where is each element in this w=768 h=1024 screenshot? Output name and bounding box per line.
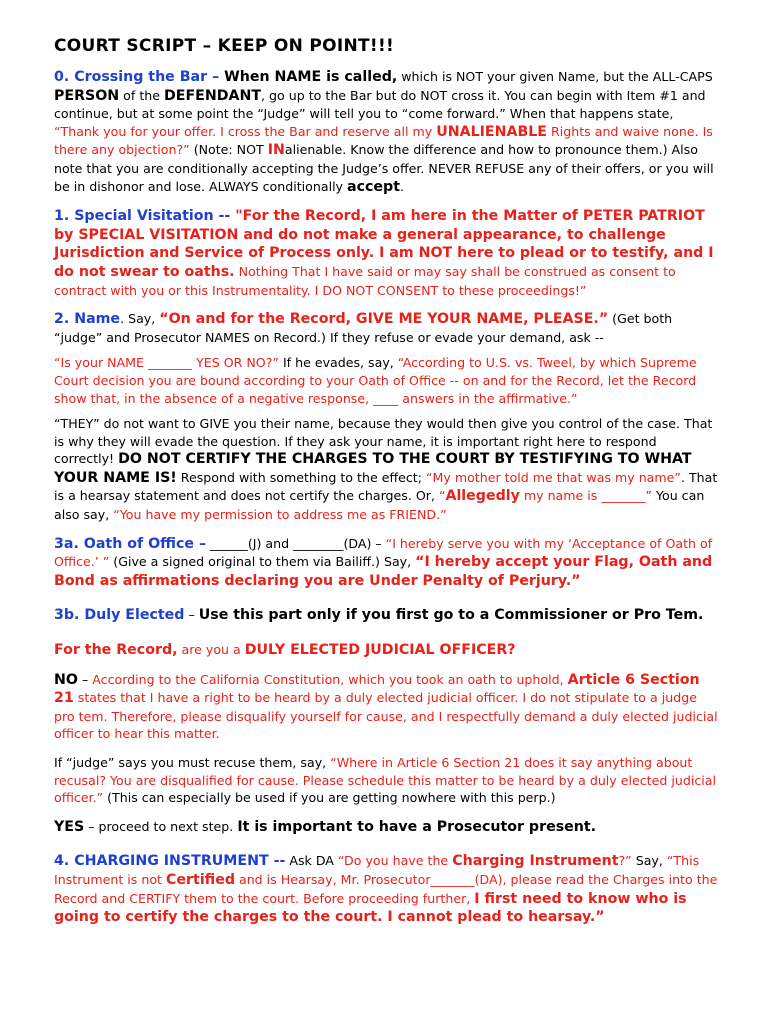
section-heading: 2. Name xyxy=(54,311,121,328)
section-3b-recusal: If “judge” says you must recuse them, say, “Where in Article 6 Section 21 does it say anything about recusal? You are disqualified for cause. Please schedule this matter to be heard by a duly elected judicial officer.” (This can especially be used if you are getting nowhere with this perp.) xyxy=(54,755,716,806)
page-title: COURT SCRIPT – KEEP ON POINT!!! xyxy=(54,36,395,56)
section-4-charging-instrument: 4. CHARGING INSTRUMENT -- Ask DA “Do you have the Charging Instrument?” Say, “This Instrument is not Certified and is Hearsay, Mr. Prosecutor_______(DA), please read the Charges into the Record and CERTIFY them to the court. Before proceeding further, I first need to know who is going to certify the charges to the court. I cannot plead to hearsay.” xyxy=(54,853,718,926)
section-3b-yes-answer: YES – proceed to next step. It is important to have a Prosecutor present. xyxy=(54,818,597,835)
section-2-hearsay-paragraph: “THEY” do not want to GIVE you their name, because they would then give you control of the case. That is why they will evade the question. If they ask your name, it is important right here to respond correctly! DO NOT CERTIFY THE CHARGES TO THE COURT BY TESTIFYING TO WHAT YOUR NAME IS! Respond with something to the effect; “My mother told me that was my name”. That is a hearsay statement and does not certify the charges. Or, “Allegedly my name is _______” You can also say, “You have my permission to address me as FRIEND.” xyxy=(54,416,718,523)
section-heading: 3a. Oath of Office – xyxy=(54,535,207,552)
section-2-tweel-paragraph: “Is your NAME _______ YES OR NO?” If he evades, say, “According to U.S. vs. Tweel, by which Supreme Court decision you are bound according to your Oath of Office -- on and for the Record, let the Record show that, in the absence of a negative response, ____ answers in the affirmative.” xyxy=(54,355,697,406)
section-heading: 3b. Duly Elected xyxy=(54,607,185,624)
section-2-name: 2. Name. Say, “On and for the Record, GIVE ME YOUR NAME, PLEASE.” (Get both “judge” and Prosecutor NAMES on Record.) If they refuse or evade your demand, ask -- xyxy=(54,311,673,345)
section-3b-duly-elected: 3b. Duly Elected – Use this part only if you first go to a Commissioner or Pro Tem. xyxy=(54,607,704,624)
section-heading: 4. CHARGING INSTRUMENT -- xyxy=(54,853,286,870)
section-3a-oath-of-office: 3a. Oath of Office – ______(J) and ________(DA) – “I hereby serve you with my ‘Acceptance of Oath of Office.’ ” (Give a signed original to them via Bailiff.) Say, “I hereby accept your Flag, Oath and Bond as affirmations declaring you are Under Penalty of Perjury.” xyxy=(54,535,713,589)
section-3b-question: For the Record, are you a DULY ELECTED JUDICIAL OFFICER? xyxy=(54,642,516,659)
section-heading: 0. Crossing the Bar – xyxy=(54,69,220,85)
section-heading: 1. Special Visitation -- xyxy=(54,208,231,225)
section-3b-no-answer: NO – According to the California Constitution, which you took an oath to uphold, Article 6 Section 21 states that I have a right to be heard by a duly elected judicial officer. I do not stipulate to a judge pro tem. Therefore, please disqualify yourself for cause, and I respectfully demand a duly elected judicial officer to hear this matter. xyxy=(54,671,718,742)
section-1-special-visitation: 1. Special Visitation -- "For the Record, I am here in the Matter of PETER PATRIOT by SPECIAL VISITATION and do not make a general appearance, to challenge Jurisdiction and Service of Process only. I am NOT here to plead or to testify, and I do not swear to oaths. Nothing That I have said or may say shall be construed as consent to contract with you or this Instrumentality. I DO NOT CONSENT to these proceedings!” xyxy=(54,208,714,298)
section-0-crossing-the-bar: 0. Crossing the Bar – When NAME is called, which is NOT your given Name, but the ALL-CAPS PERSON of the DEFENDANT, go up to the Bar but do NOT cross it. You can begin with Item #1 and continue, but at some point the “Judge” will tell you to “come forward.” When that happens state, “Thank you for your offer. I cross the Bar and reserve all my UNALIENABLE Rights and waive none. Is there any objection?” (Note: NOT INalienable. Know the difference and how to pronounce them.) Also note that you are conditionally accepting the Judge’s offer. NEVER REFUSE any of their offers, or you will be in dishonor and lose. ALWAYS conditionally accept. xyxy=(54,69,714,195)
script-body xyxy=(54,68,718,935)
